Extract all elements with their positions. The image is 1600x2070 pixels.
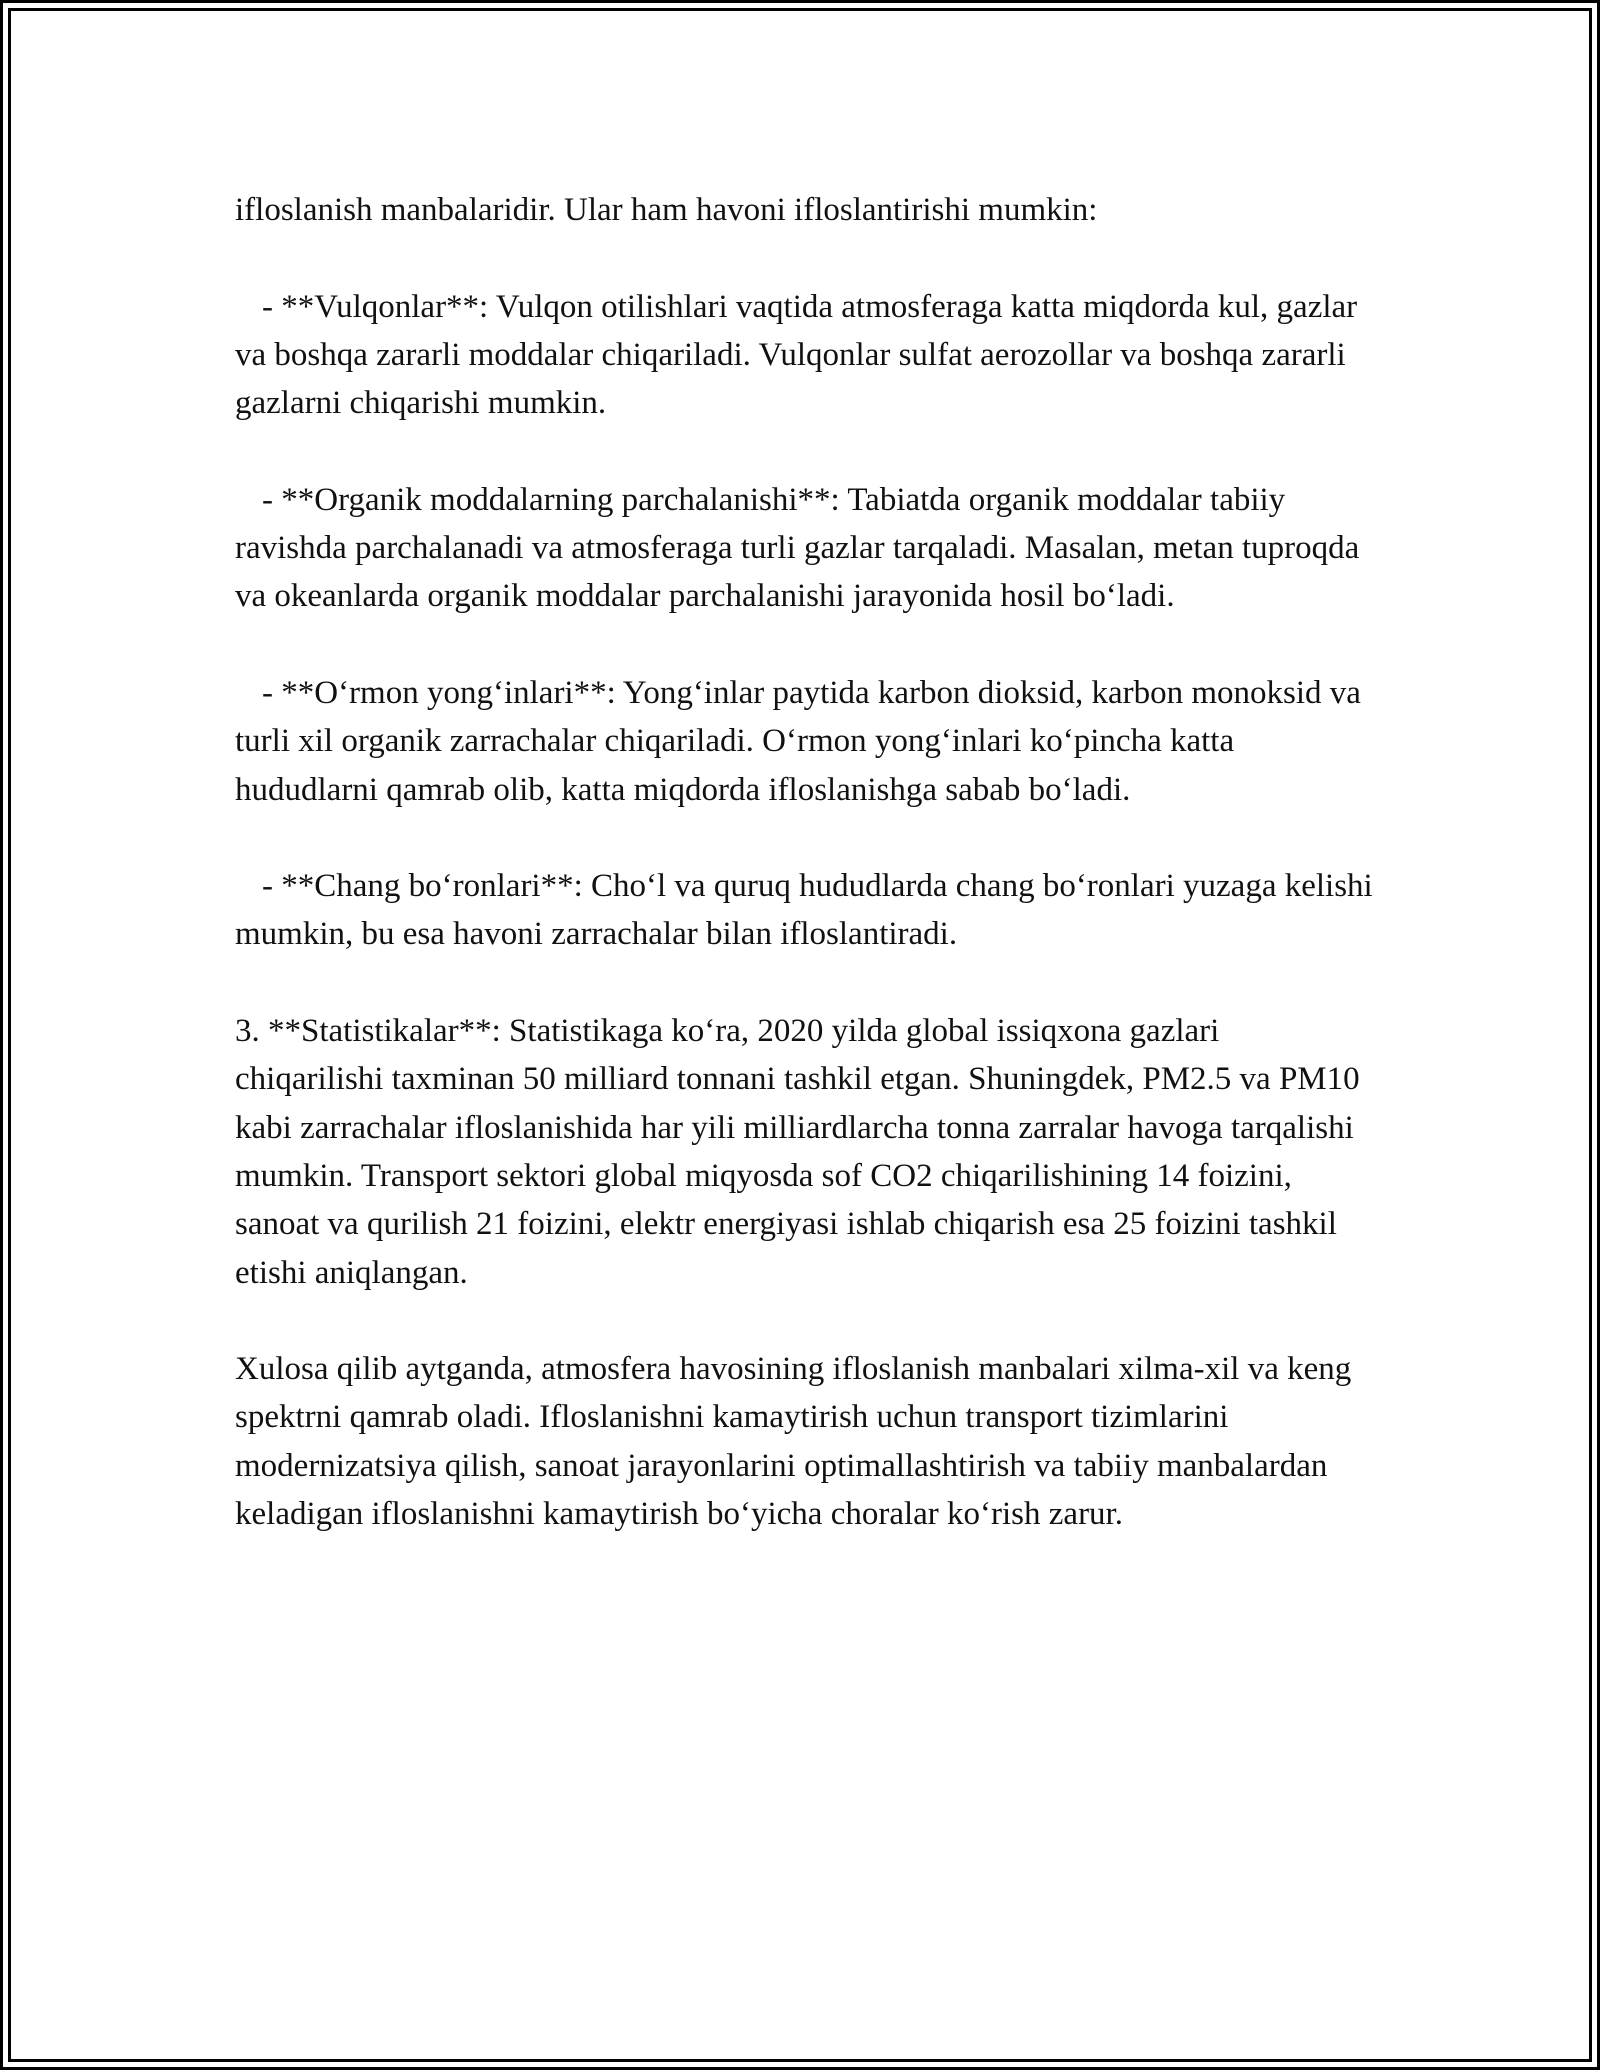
paragraph-conclusion: Xulosa qilib aytganda, atmosfera havosining ifloslanish manbalari xilma-xil va keng spektrni qamrab oladi. Ifloslanishni kamaytirish uchun transport tizimlarini modernizatsiya qilish, sanoat jarayonlarini optimallashtirish va tabiiy manbalardan keladigan ifloslanishni kamaytirish boʻyicha choralar koʻrish zarur. [235,1351,1352,1533]
paragraph-intro-continuation: ifloslanish manbalaridir. Ular ham havoni ifloslantirishi mumkin: [235,192,1098,228]
paragraph-organic-decomposition: - **Organik moddalarning parchalanishi**: Tabiatda organik moddalar tabiiy ravishda parchalanadi va atmosferaga turli gazlar tarqaladi. Masalan, metan tuproqda va okeanlarda organik moddalar parchalanishi jarayonida hosil boʻladi. [235,481,1360,615]
paragraph-forest-fires: - **Oʻrmon yongʻinlari**: Yongʻinlar paytida karbon dioksid, karbon monoksid va turli xil organik zarrachalar chiqariladi. Oʻrmon yongʻinlari koʻpincha katta hududlarni qamrab olib, katta miqdorda ifloslanishga sabab boʻladi. [235,674,1361,808]
paragraph-dust-storms: - **Chang boʻronlari**: Choʻl va quruq hududlarda chang boʻronlari yuzaga kelishi mumkin, bu esa havoni zarrachalar bilan ifloslantiradi. [235,868,1373,953]
document-body [235,186,1375,1538]
paragraph-volcanoes: - **Vulqonlar**: Vulqon otilishlari vaqtida atmosferaga katta miqdorda kul, gazlar va boshqa zararli moddalar chiqariladi. Vulqonlar sulfat aerozollar va boshqa zararli gazlarni chiqarishi mumkin. [235,288,1358,422]
paragraph-statistics: 3. **Statistikalar**: Statistikaga koʻra, 2020 yilda global issiqxona gazlari chiqarilishi taxminan 50 milliard tonnani tashkil etgan. Shuningdek, PM2.5 va PM10 kabi zarrachalar ifloslanishida har yili milliardlarcha tonna zarralar havoga tarqalishi mumkin. Transport sektori global miqyosda sof CO2 chiqarilishining 14 foizini, sanoat va qurilish 21 foizini, elektr energiyasi ishlab chiqarish esa 25 foizini tashkil etishi aniqlangan. [235,1013,1360,1291]
